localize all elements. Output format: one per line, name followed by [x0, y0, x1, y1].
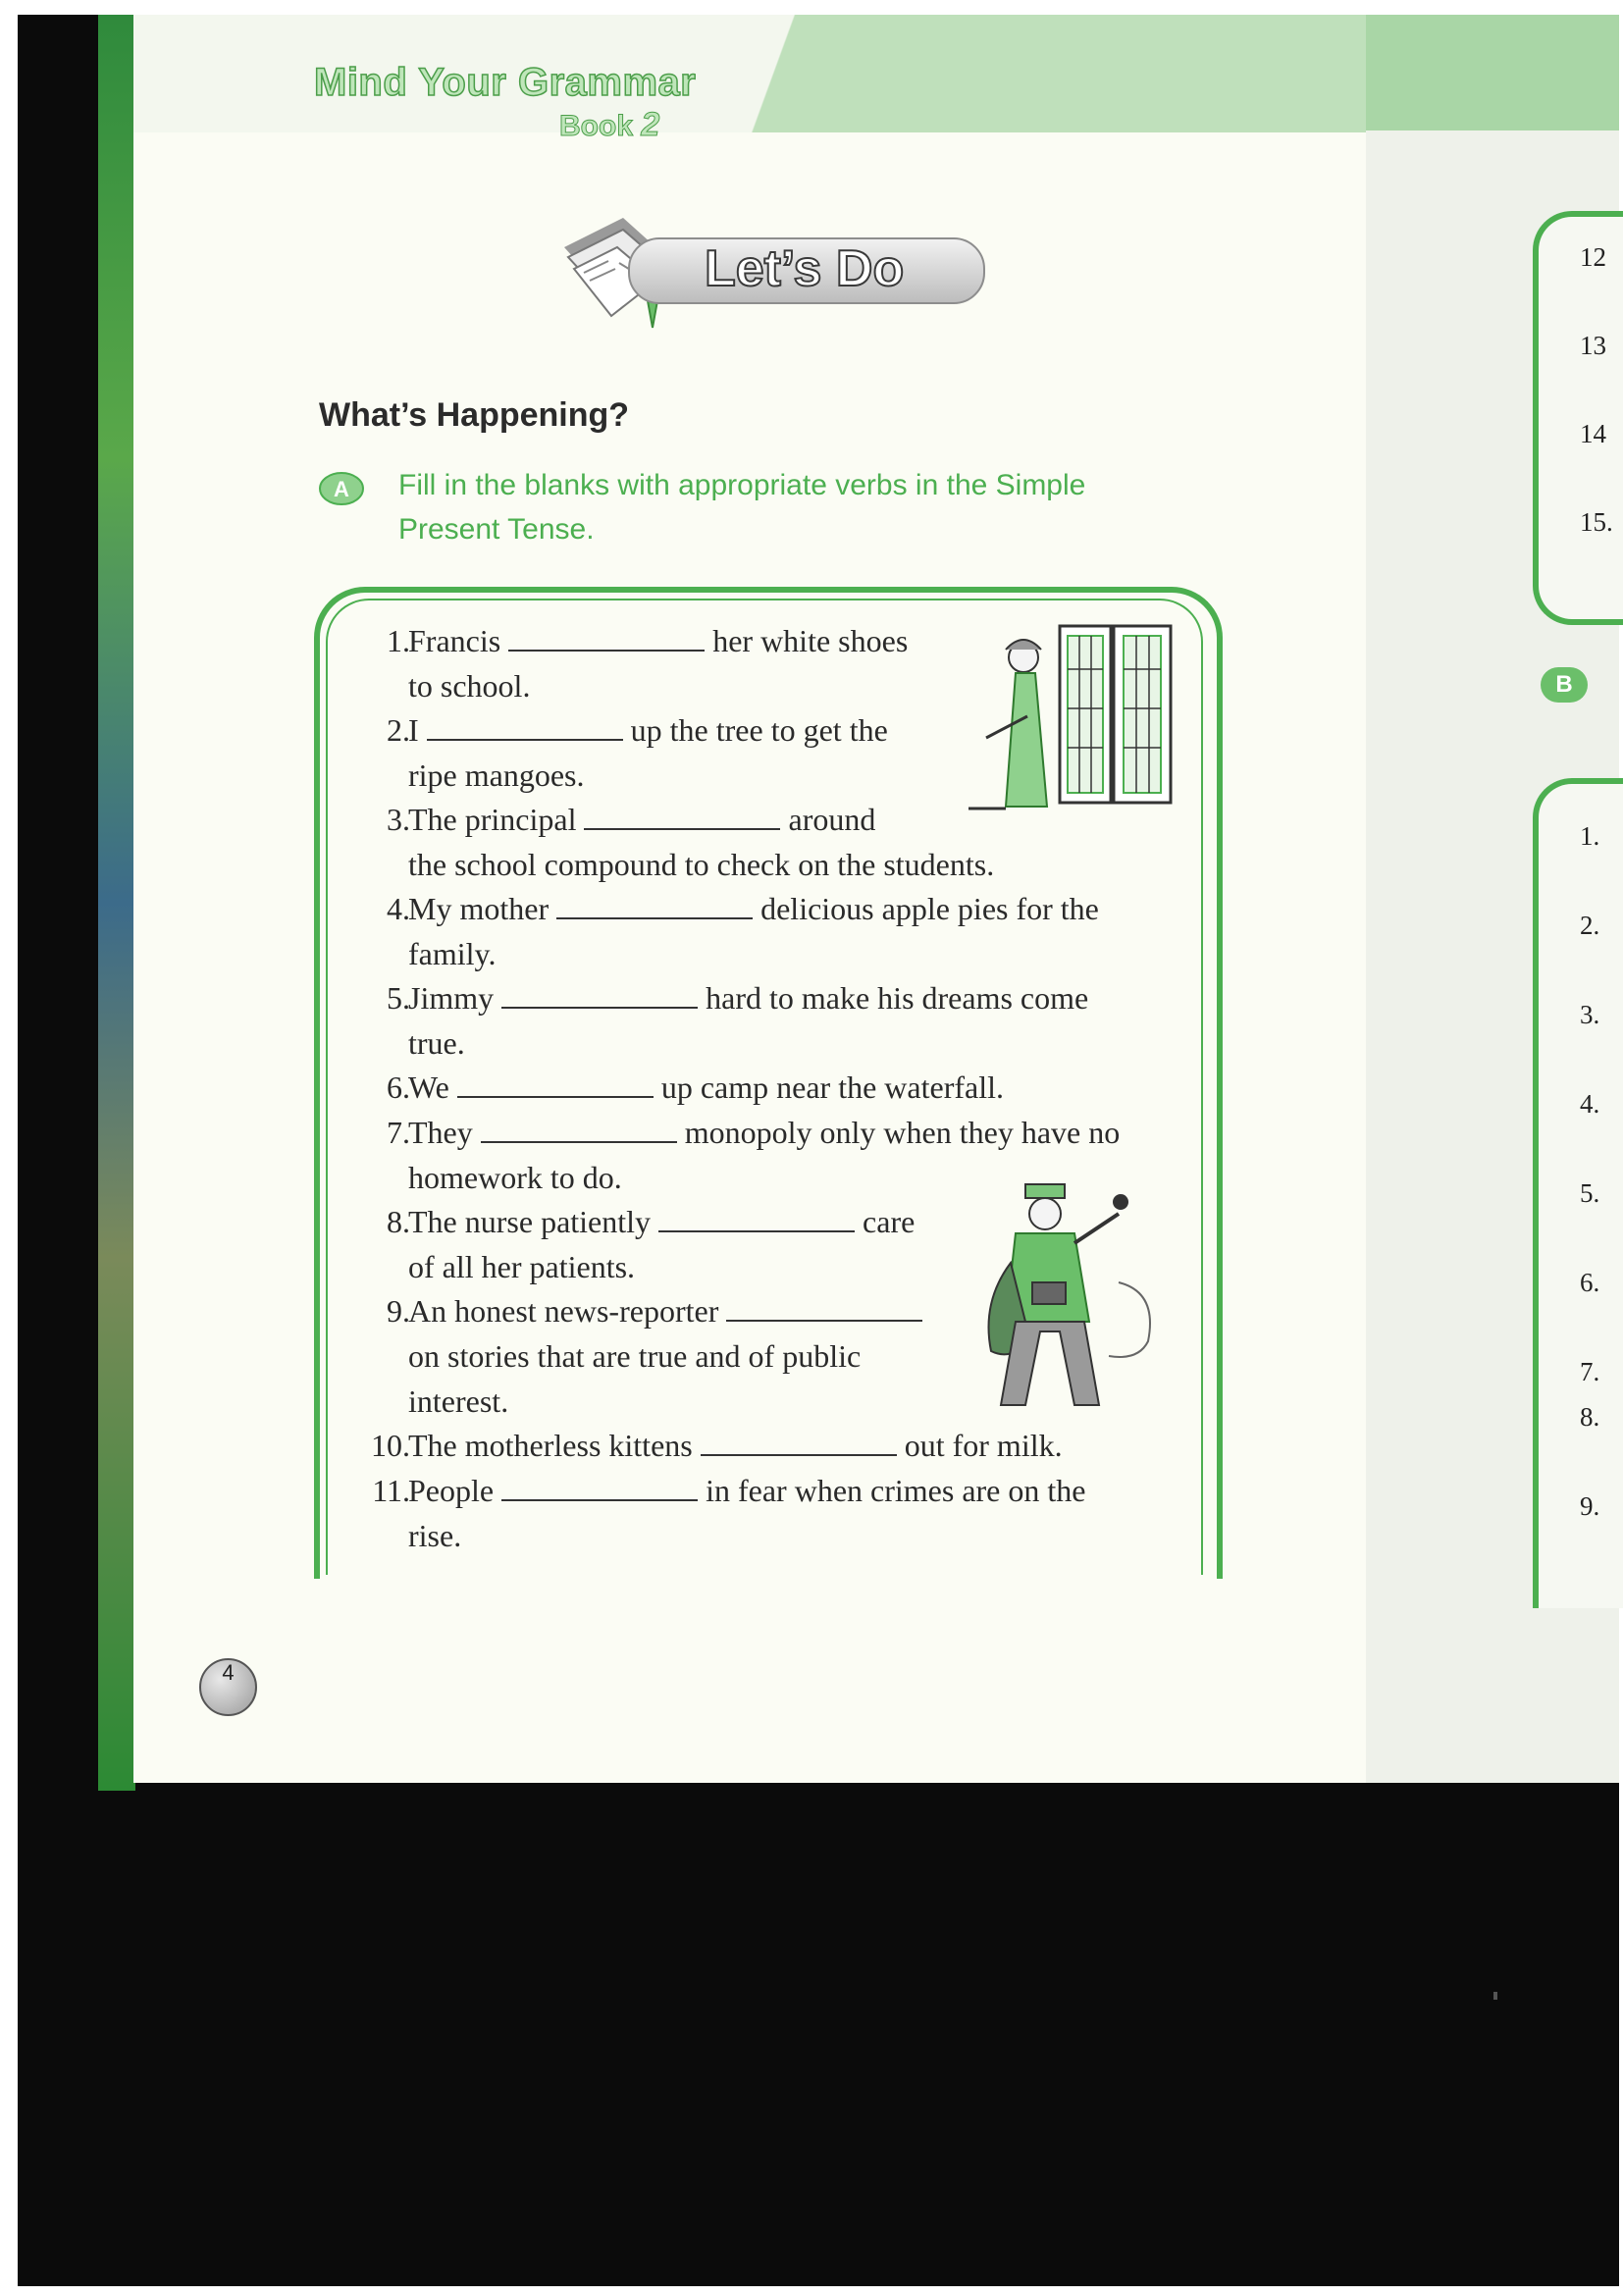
answer-blank[interactable] [556, 888, 753, 919]
facing-number: 7. [1580, 1357, 1600, 1386]
answer-blank[interactable] [501, 977, 698, 1009]
answer-blank[interactable] [481, 1112, 677, 1143]
question-8 [361, 1199, 950, 1289]
question-text: delicious apple pies for the [760, 891, 1099, 926]
question-number: 8. [387, 1204, 410, 1239]
question-text: Jimmy [408, 980, 495, 1016]
question-text: The principal [408, 802, 577, 837]
facing-number: 15. [1580, 507, 1613, 537]
question-text: The motherless kittens [408, 1428, 693, 1463]
facing-number: 13 [1580, 331, 1606, 360]
question-text: My mother [408, 891, 550, 926]
question-text: homework to do. [408, 1160, 622, 1195]
question-number: 9. [387, 1293, 410, 1329]
question-text: on stories that are true and of public [408, 1338, 862, 1374]
question-1 [361, 618, 950, 708]
facing-page-box-top [1533, 211, 1623, 625]
question-number: 5. [387, 980, 410, 1016]
facing-number: 8. [1580, 1402, 1600, 1432]
book-label [559, 106, 659, 144]
scan-speck [1493, 1992, 1497, 2000]
facing-number: 4. [1580, 1089, 1600, 1119]
news-reporter-illustration [971, 1174, 1173, 1415]
question-text: her white shoes [712, 623, 909, 658]
question-text: The nurse patiently [408, 1204, 652, 1239]
answer-blank[interactable] [584, 799, 780, 830]
facing-number: 14 [1580, 419, 1606, 448]
facing-number: 1. [1580, 821, 1600, 851]
question-number: 4. [387, 891, 410, 926]
instruction-line-1: Fill in the blanks with appropriate verbs in the Simple [398, 469, 1086, 501]
question-9 [361, 1288, 969, 1424]
facing-number: 3. [1580, 1000, 1600, 1029]
page-number: 4 [199, 1658, 257, 1716]
question-text: Francis [408, 623, 501, 658]
question-text: the school compound to check on the students. [408, 847, 995, 882]
question-text: monopoly only when they have no [684, 1115, 1121, 1150]
answer-blank[interactable] [457, 1067, 654, 1098]
question-text: hard to make his dreams come [706, 980, 1089, 1016]
question-6 [361, 1065, 1166, 1110]
facing-page-box-bottom [1533, 778, 1623, 1608]
facing-badge-b: B [1541, 667, 1588, 703]
question-number: 7. [387, 1115, 410, 1150]
question-text: rise. [408, 1518, 462, 1553]
question-2 [361, 707, 950, 798]
question-text: up camp near the waterfall. [660, 1070, 1004, 1105]
question-text: family. [408, 936, 497, 971]
question-text: We [408, 1070, 449, 1105]
banner-title: Let’s Do [705, 240, 905, 297]
facing-page [1366, 15, 1619, 1783]
section-title: What’s Happening? [319, 396, 630, 434]
facing-number: 2. [1580, 911, 1600, 940]
cover-edge-strip [98, 15, 135, 1791]
answer-blank[interactable] [501, 1470, 698, 1501]
facing-number: 12 [1580, 242, 1606, 272]
badge-a-icon [316, 469, 365, 508]
woman-at-doors-illustration [967, 620, 1178, 831]
facing-number: 9. [1580, 1491, 1600, 1521]
question-text: in fear when crimes are on the [706, 1473, 1086, 1508]
question-10 [361, 1423, 1166, 1468]
series-title: Mind Your Grammar [314, 61, 697, 104]
question-number: 3. [387, 802, 410, 837]
question-text: I [408, 712, 419, 748]
book-number: 2 [641, 106, 660, 143]
question-text: care [863, 1204, 916, 1239]
question-text: interest. [408, 1383, 509, 1419]
question-text: People [408, 1473, 495, 1508]
question-text: They [408, 1115, 473, 1150]
question-text: An honest news-reporter [408, 1293, 719, 1329]
question-text: up the tree to get the [630, 712, 888, 748]
question-4 [361, 886, 1166, 976]
answer-blank[interactable] [508, 620, 705, 652]
header-slant [726, 15, 834, 132]
book-label-text: Book [559, 110, 633, 142]
question-number: 10. [371, 1428, 410, 1463]
facing-number: 6. [1580, 1268, 1600, 1297]
question-text: ripe mangoes. [408, 757, 585, 793]
badge-a-letter: A [334, 477, 349, 501]
question-text: true. [408, 1025, 465, 1061]
question-number: 2. [387, 712, 410, 748]
answer-blank[interactable] [726, 1290, 922, 1322]
question-number: 6. [387, 1070, 410, 1105]
answer-blank[interactable] [658, 1201, 855, 1232]
facing-page-header-band [1366, 15, 1619, 130]
answer-blank[interactable] [701, 1425, 897, 1456]
question-11 [361, 1468, 1166, 1558]
question-text: out for milk. [904, 1428, 1063, 1463]
instruction [398, 463, 1183, 551]
answer-blank[interactable] [427, 709, 623, 741]
question-text: around [788, 802, 876, 837]
question-text: of all her patients. [408, 1249, 636, 1284]
question-number: 1. [387, 623, 410, 658]
instruction-line-2: Present Tense. [398, 513, 595, 546]
question-text: to school. [408, 668, 531, 704]
question-number: 11. [372, 1473, 410, 1508]
question-5 [361, 975, 1166, 1066]
facing-number: 5. [1580, 1178, 1600, 1208]
